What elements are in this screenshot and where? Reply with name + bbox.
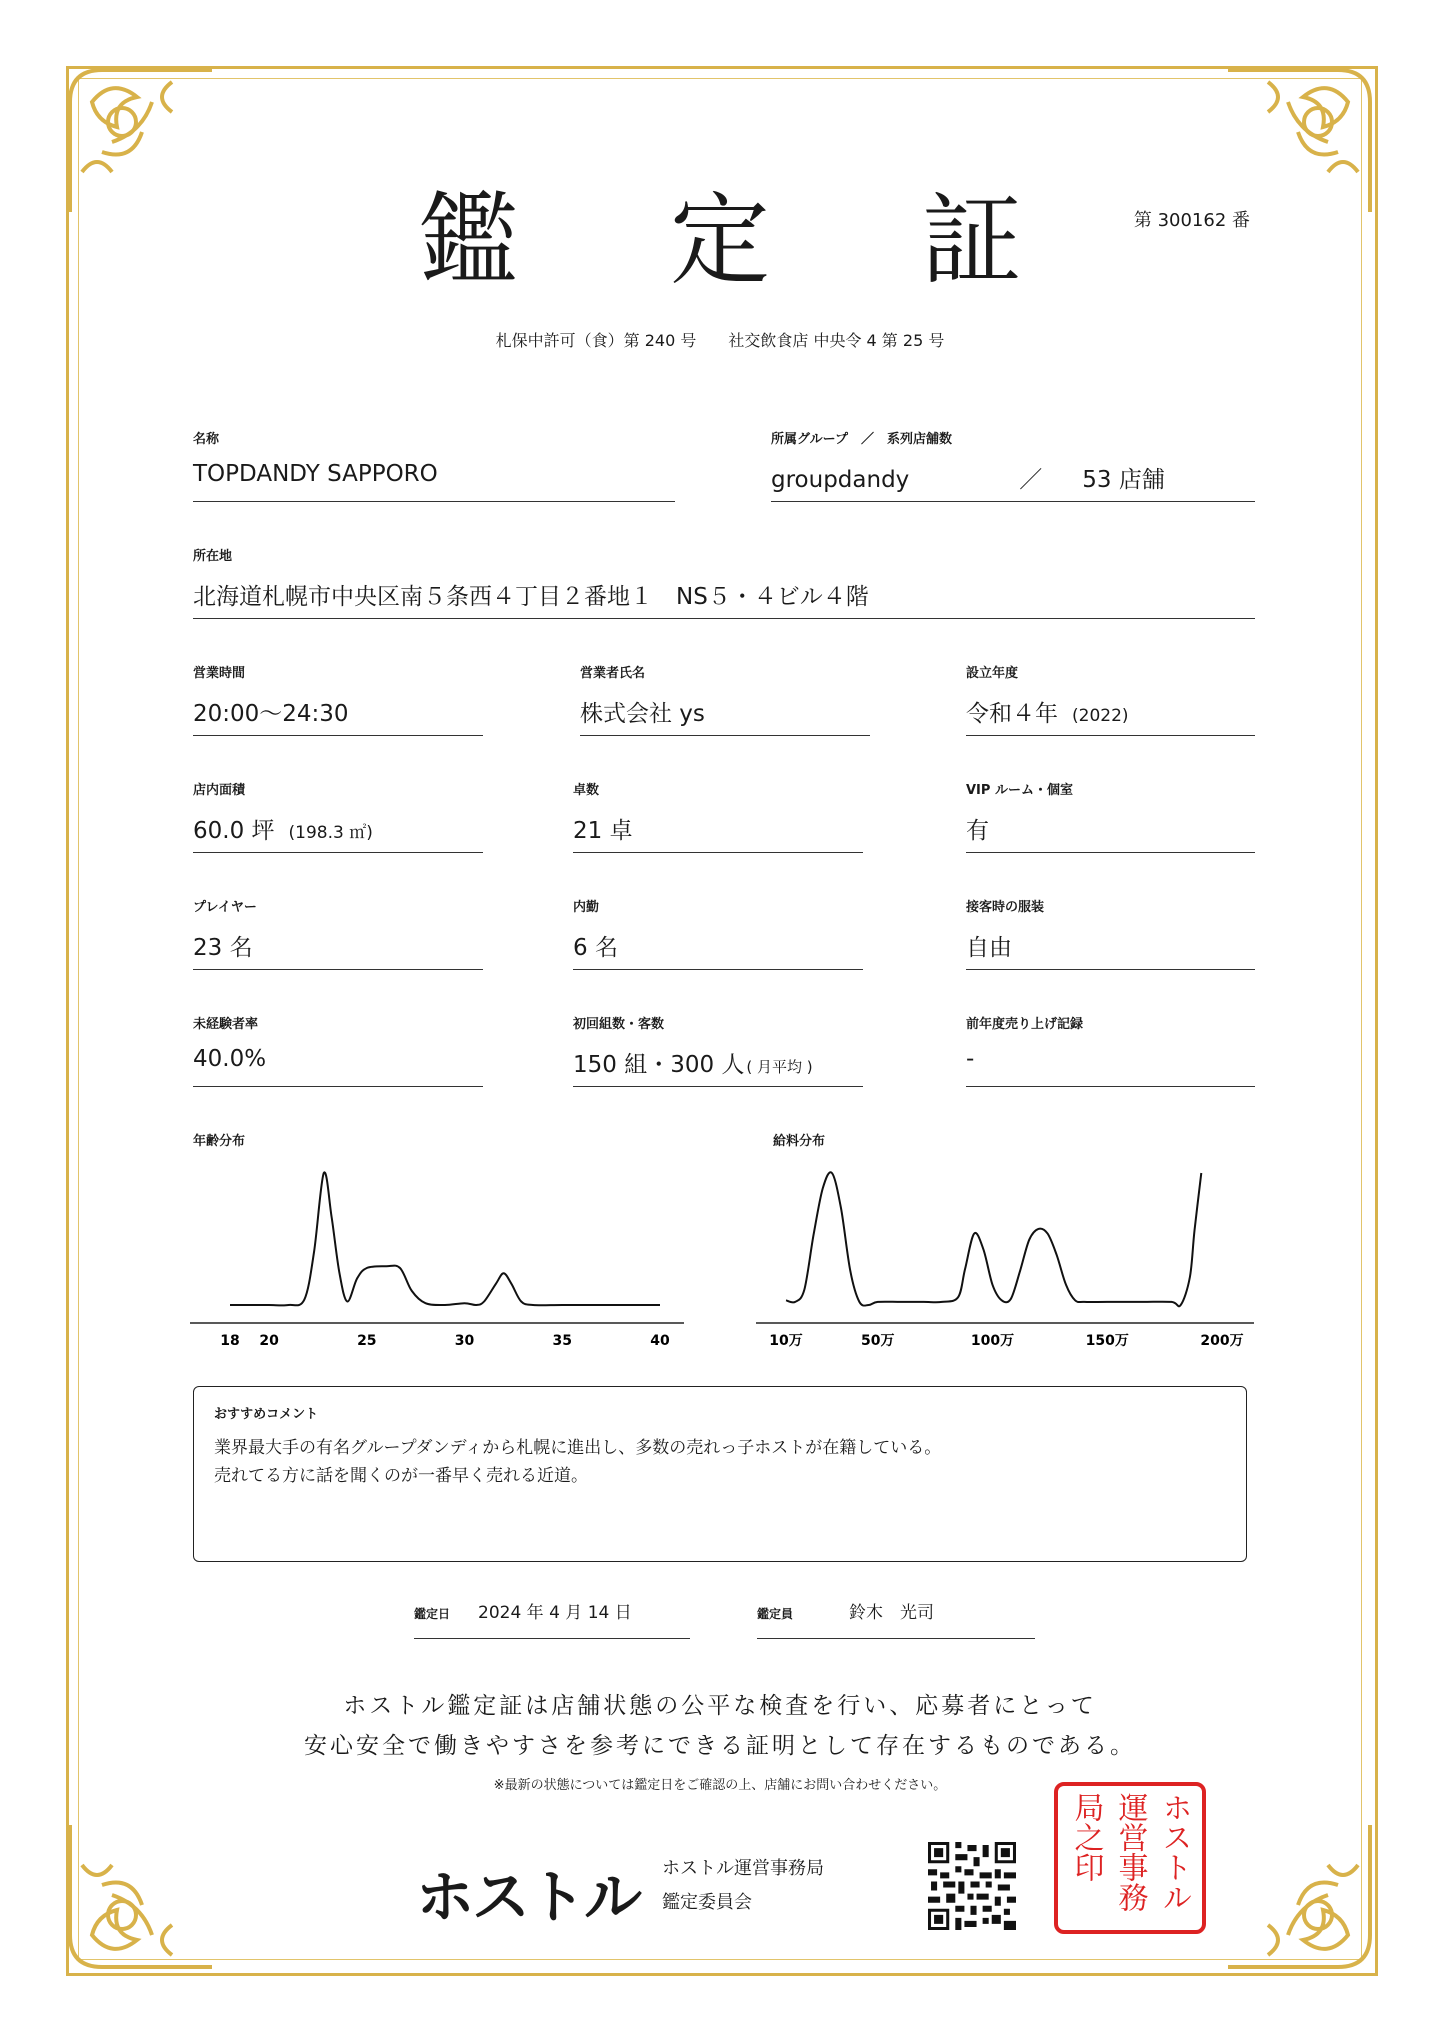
field-value [573, 1046, 863, 1087]
official-seal-icon [1054, 1782, 1206, 1934]
distribution-line [230, 1172, 660, 1305]
appraiser-name: 鈴木 光司 [849, 1603, 935, 1623]
founded-year: 令和４年 [966, 701, 1058, 727]
first-visit-unit: ( 月平均 ) [746, 1058, 813, 1076]
age-distribution-chart [190, 1155, 690, 1355]
field-value: 6 名 [573, 929, 863, 970]
appraiser [757, 1598, 1035, 1639]
ornament-corner-icon [1228, 1825, 1378, 1975]
field-tables [573, 779, 863, 853]
field-first-visit [573, 1013, 863, 1087]
field-value: 21 卓 [573, 812, 863, 853]
field-label: 設立年度 [966, 666, 1019, 681]
comment-text [214, 1434, 1226, 1490]
group-name: groupdandy [771, 467, 910, 493]
field-value: 自由 [966, 929, 1255, 970]
qr-code-icon[interactable] [928, 1842, 1016, 1930]
field-value [193, 812, 483, 853]
field-value: TOPDANDY SAPPORO [193, 461, 675, 502]
field-staff [573, 896, 863, 970]
issuer-line: 鑑定委員会 [662, 1892, 752, 1913]
certificate-number: 第 300162 番 [1133, 210, 1250, 231]
seal-text: 局之印 [1068, 1792, 1104, 1882]
field-label: 内勤 [573, 900, 600, 915]
disclaimer-note: ※最新の状態については鑑定日をご確認の上、店舗にお問い合わせください。 [493, 1778, 947, 1793]
founded-year-western: (2022) [1072, 706, 1129, 726]
field-label: 未経験者率 [193, 1017, 259, 1032]
x-tick-label: 30 [454, 1333, 475, 1349]
field-label: 前年度売り上げ記録 [966, 1017, 1084, 1032]
comment-line: 売れてる方に話を聞くのが一番早く売れる近道。 [214, 1466, 588, 1486]
area-tsubo: 60.0 坪 [193, 818, 275, 844]
field-label: 所在地 [193, 549, 233, 564]
appraisal-date-label: 鑑定日 [414, 1607, 451, 1621]
field-value: 20:00〜24:30 [193, 695, 483, 736]
x-tick-label: 150万 [1085, 1333, 1129, 1349]
field-vip [966, 779, 1255, 853]
certificate-title: 鑑 定 証 [418, 182, 1082, 299]
field-value: 北海道札幌市中央区南５条西４丁目２番地１ NS５・４ビル４階 [193, 578, 1255, 619]
comment-label: おすすめコメント [214, 1407, 319, 1422]
field-dress [966, 896, 1255, 970]
appraisal-date [414, 1598, 690, 1639]
x-tick-label: 200万 [1200, 1333, 1244, 1349]
area-sqm: (198.3 ㎡) [288, 823, 373, 843]
appraiser-label: 鑑定員 [757, 1607, 794, 1621]
x-tick-label: 35 [552, 1333, 573, 1349]
license-info: 札保中許可（食）第 240 号 社交飲食店 中央令 4 第 25 号 [495, 331, 945, 350]
salary-chart-title: 給料分布 [773, 1134, 826, 1149]
seal-text: ホストル [1156, 1792, 1192, 1912]
x-tick-label: 18 [220, 1333, 240, 1349]
field-value: 40.0% [193, 1046, 483, 1087]
field-label: 接客時の服装 [966, 900, 1045, 915]
comment-box [193, 1386, 1247, 1562]
comment-line: 業界最大手の有名グループダンディから札幌に進出し、多数の売れっ子ホストが在籍している。 [214, 1438, 942, 1458]
statement-line: ホストル鑑定証は店舗状態の公平な検査を行い、応募者にとって [343, 1693, 1097, 1719]
field-address [193, 545, 1255, 619]
field-value: 有 [966, 812, 1255, 853]
distribution-line [786, 1172, 1201, 1306]
field-label: 名称 [193, 432, 220, 447]
field-label: 所属グループ ／ 系列店舗数 [771, 432, 952, 447]
field-operator [580, 662, 870, 736]
hostle-logo: ホストル [416, 1863, 641, 1931]
x-tick-label: 50万 [861, 1333, 895, 1349]
separator: ／ [1019, 467, 1043, 493]
salary-distribution-chart [756, 1155, 1260, 1355]
field-value [966, 695, 1255, 736]
first-visit-count: 150 組・300 人 [573, 1052, 745, 1078]
issuer [662, 1852, 824, 1920]
field-record [966, 1013, 1255, 1087]
x-tick-label: 10万 [769, 1333, 803, 1349]
x-tick-label: 25 [357, 1333, 377, 1349]
field-label: プレイヤー [193, 900, 257, 915]
field-area [193, 779, 483, 853]
appraisal-date-value: 2024 年 4 月 14 日 [478, 1603, 632, 1623]
field-inexperienced [193, 1013, 483, 1087]
age-chart-title: 年齢分布 [193, 1134, 246, 1149]
x-tick-label: 20 [259, 1333, 279, 1349]
field-label: VIP ルーム・個室 [966, 783, 1073, 798]
statement-line: 安心安全で働きやすさを参考にできる証明として存在するものである。 [304, 1733, 1136, 1759]
x-tick-label: 100万 [970, 1333, 1015, 1349]
ornament-corner-icon [62, 1825, 212, 1975]
field-group [771, 428, 1255, 502]
field-label: 卓数 [573, 783, 600, 798]
field-value: 株式会社 ys [580, 695, 870, 736]
field-name [193, 428, 675, 502]
x-tick-label: 40 [650, 1333, 670, 1349]
field-value: - [966, 1046, 1255, 1087]
store-count: 53 店舗 [1082, 467, 1165, 493]
issuer-line: ホストル運営事務局 [662, 1858, 824, 1879]
field-value: 23 名 [193, 929, 483, 970]
field-label: 初回組数・客数 [573, 1017, 665, 1032]
seal-text: 運営事務 [1112, 1792, 1148, 1912]
field-players [193, 896, 483, 970]
field-label: 店内面積 [193, 783, 246, 798]
field-founded [966, 662, 1255, 736]
field-label: 営業時間 [193, 666, 246, 681]
field-value [771, 461, 1255, 502]
field-label: 営業者氏名 [580, 666, 646, 681]
field-hours [193, 662, 483, 736]
statement [0, 1686, 1440, 1766]
